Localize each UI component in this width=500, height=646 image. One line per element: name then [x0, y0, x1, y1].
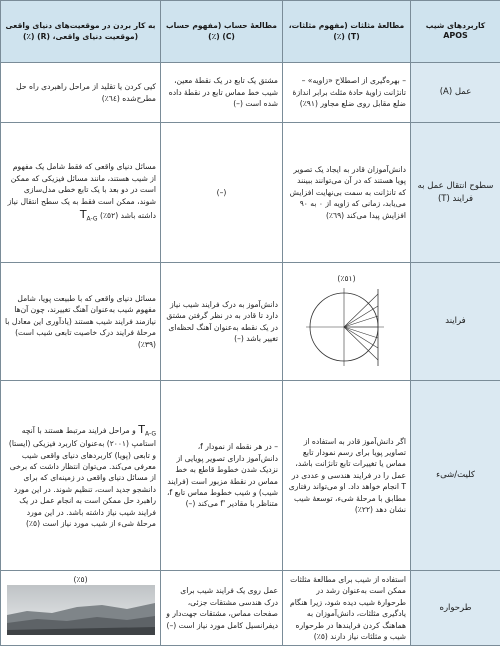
header-trig: مطالعهٔ مثلثات (مفهوم مثلثات، (T) (٪)	[283, 1, 411, 63]
cell-real-text: و مراحل فرایند مرتبط هستند با آنچه استامپ (٢٠٠١) به‌عنوان کاربرد فیزیکی (ایستا) و تابعی (پویا) کاربردهای دنیای واقعی شیب معرفی می‌کند. می‌توان انتظار داشت که برخی از مسائل دنیای واقعی در زمینه‌ای که برای دانشجو جدید است، تنظیم شوند. در این مورد راهبرد حل ممکن است به انجام عمل در یک فرایند شیب نیاز داشته باشد. در این مورد مرحلهٔ شیء از شیب مورد نیاز است (٥٪)	[9, 426, 156, 528]
header-real: به کار بردن در موقعیت‌های دنیای واقعی (موقعیت دنیای واقعی، (R) (٪)	[1, 1, 161, 63]
row-label: فرایند	[411, 263, 500, 381]
t-symbol: T	[80, 208, 87, 221]
row-object	[1, 381, 500, 571]
cell-real	[1, 571, 161, 646]
landscape-image	[7, 585, 155, 635]
cell-trig: – بهره‌گیری از اصطلاح «زاویه» – تانژانت زاویهٔ حادهٔ مثلث برابر اندازهٔ ضلع مقابل روی ضلع مجاور (٩١٪)	[283, 63, 411, 123]
t-subscript: A-G	[87, 216, 98, 223]
header-row	[1, 1, 500, 63]
cell-real	[1, 123, 161, 263]
header-apos-title: کاربردهای شیب	[426, 21, 485, 30]
header-apos	[411, 1, 500, 63]
unit-circle-diagram	[304, 284, 390, 370]
cell-real: کیی کردن یا تقلید از مراحل راهبردی راه حل مطرح‌شده (٦٤٪)	[1, 63, 161, 123]
row-schema	[1, 571, 500, 646]
cell-calc: (–)	[161, 123, 283, 263]
t-symbol: T	[138, 423, 145, 436]
cell-trig: اگر دانش‌آموز قادر به استفاده از تصاویر پویا برای رسم نمودار تابع مماس یا تغییرات تابع تانژانت باشد، عمل را در فرایند هندسی و عددی در T انجام خواهد داد. او می‌تواند رفتاری مطابق با مرحلهٔ شیء، توسعهٔ شیب نشان دهد (٢٢٪)	[283, 381, 411, 571]
t-subscript: A-G	[145, 430, 156, 437]
row-label: طرحواره	[411, 571, 500, 646]
row-label: سطوح انتقال عمل به فرایند (T)	[411, 123, 500, 263]
cell-calc: عمل روی یک فرایند شیب برای درک هندسی مشتقات جزئی، صفحات مماس، مشتقات جهت‌دار و دیفرانسیل کامل مورد نیاز است (–)	[161, 571, 283, 646]
cell-real-pct: (٥٪)	[5, 574, 156, 585]
cell-real	[1, 381, 161, 571]
cell-calc: دانش‌آموز به درک فرایند شیب نیاز دارد تا قادر به در نظر گرفتن مشتق در یک نقطه به‌عنوان آهنگ لحظه‌ای تغییر باشد (–)	[161, 263, 283, 381]
row-label: عمل (A)	[411, 63, 500, 123]
header-calc: مطالعهٔ حساب (مفهوم حساب (C) (٪)	[161, 1, 283, 63]
cell-real: مسائل دنیای واقعی که با طبیعت پویا، شامل مفهوم شیب به‌عنوان آهنگ تغییرند، چون آن‌ها نیازمند فرایند شیب هستند (یادآوری این معادل با مرحلهٔ فرایند درک خاصیت تابعی شیب است) (٣٩٪)	[1, 263, 161, 381]
cell-real-text: مسائل دنیای واقعی که فقط شامل یک مفهوم از شیب هستند، مانند مسائل فیزیکی که ممکن است در دو بعد با یک تابع خطی مدل‌سازی شوند، ممکن است فقط به یک سطح انتقال نیاز داشته باشد (٥٢٪)	[8, 162, 156, 220]
cell-calc: مشتق یک تابع در یک نقطهٔ معین، شیب خط مماس تابع در نقطهٔ داده شده است (–)	[161, 63, 283, 123]
cell-trig: استفاده از شیب برای مطالعهٔ مثلثات ممکن است به‌عنوان رشد در طرحوارهٔ شیب دیده شود، زیرا هنگام یادگیری مثلثات، دانش‌آموزان به هماهنگ کردن فرایندها در طرحواره شیب و مثلثات نیاز دارند (٥٪)	[283, 571, 411, 646]
row-process	[1, 263, 500, 381]
row-transition	[1, 123, 500, 263]
cell-trig-pct: (٥١٪)	[287, 273, 406, 284]
header-apos-sub: APOS	[443, 31, 468, 40]
cell-calc: – در هر نقطه از نمودار f، دانش‌آموز دارای تصویر پویایی از نزدیک شدن خطوط قاطع به خط مماس در نقطهٔ مزبور است (فرایند شیب) و شیب خطوط مماس تابع f، متناظر با مقادیر 'f می‌کند (–)	[161, 381, 283, 571]
row-action	[1, 63, 500, 123]
row-label: کلیت/شیء	[411, 381, 500, 571]
cell-trig: دانش‌آموزان قادر به ایجاد یک تصویر پویا هستند که در آن می‌توانند ببینند که تانژانت به سمت بی‌نهایت افزایش می‌یابد، زمانی که زاویه از ٠ به ٩٠ افزایش پیدا می‌کند (٦٩٪)	[283, 123, 411, 263]
cell-trig	[283, 263, 411, 381]
